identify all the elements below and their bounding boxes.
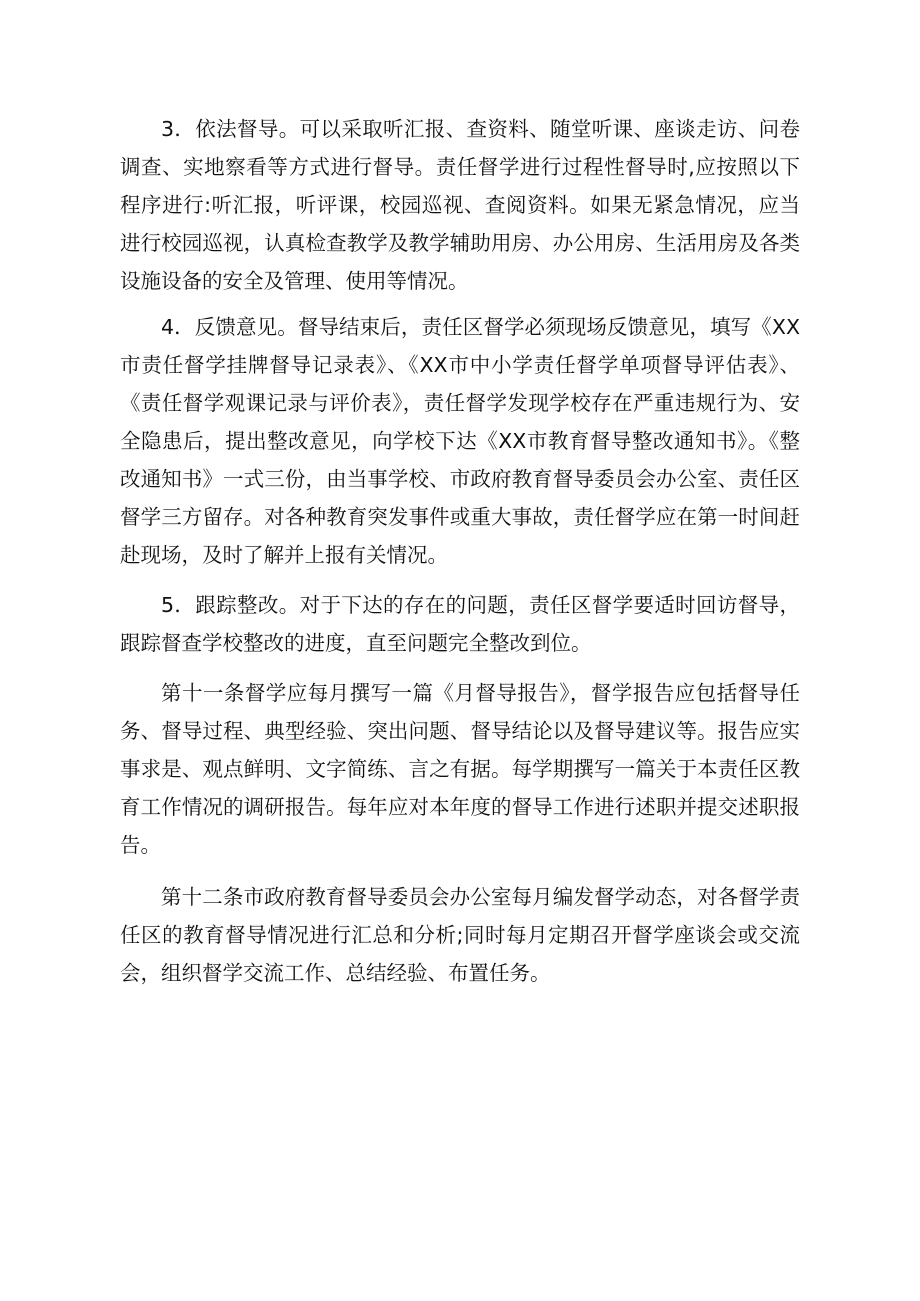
document-body [120, 110, 800, 992]
paragraph-rectification-tracking: 5．跟踪整改。对于下达的存在的问题，责任区督学要适时回访督导，跟踪督查学校整改的进度，直至问题完全整改到位。 [120, 593, 800, 655]
paragraph-supervision-methods: 3．依法督导。可以采取听汇报、查资料、随堂听课、座谈走访、问卷调查、实地察看等方式进行督导。责任督学进行过程性督导时,应按照以下程序进行:听汇报，听评课，校园巡视、查阅资料。如果无紧急情况，应当进行校园巡视，认真检查教学及教学辅助用房、办公用房、生活用房及各类设施设备的安全及管理、使用等情况。 [120, 117, 800, 293]
paragraph-article-12: 第十二条市政府教育督导委员会办公室每月编发督学动态，对各督学责任区的教育督导情况进行汇总和分析;同时每月定期召开督学座谈会或交流会，组织督学交流工作、总结经验、布置任务。 [120, 885, 800, 985]
paragraph-feedback: 4．反馈意见。督导结束后，责任区督学必须现场反馈意见，填写《XX市责任督学挂牌督导记录表》、《XX市中小学责任督学单项督导评估表》、《责任督学观课记录与评价表》，责任督学发现学校存在严重违规行为、安全隐患后，提出整改意见，向学校下达《XX市教育督导整改通知书》。《整改通知书》一式三份，由当事学校、市政府教育督导委员会办公室、责任区督学三方留存。对各种教育突发事件或重大事故，责任督学应在第一时间赶赴现场，及时了解并上报有关情况。 [120, 315, 800, 567]
paragraph-article-11: 第十一条督学应每月撰写一篇《月督导报告》，督学报告应包括督导任务、督导过程、典型经验、突出问题、督导结论以及督导建议等。报告应实事求是、观点鲜明、文字简练、言之有据。每学期撰写一篇关于本责任区教育工作情况的调研报告。每年应对本年度的督导工作进行述职并提交述职报告。 [120, 681, 800, 857]
